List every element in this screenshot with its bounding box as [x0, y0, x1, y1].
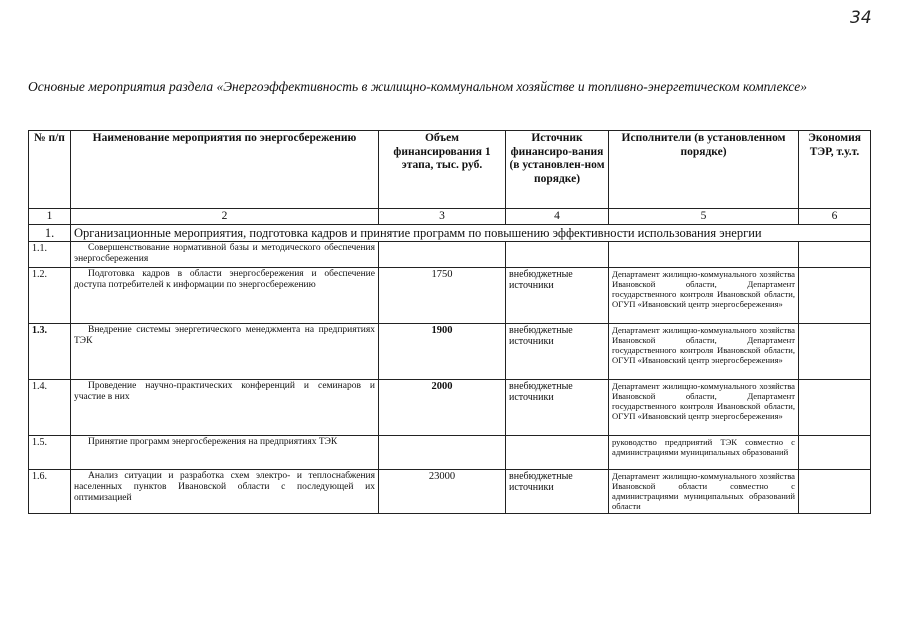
header-num: № п/п	[29, 131, 71, 209]
row-num: 1.6.	[29, 470, 71, 514]
table-row	[29, 324, 871, 380]
row-source: внебюджетные источники	[506, 380, 609, 436]
measures-table	[28, 130, 871, 514]
row-num: 1.1.	[29, 242, 71, 268]
section-num: 1.	[29, 225, 71, 242]
column-number-row	[29, 209, 871, 225]
row-volume	[379, 436, 506, 470]
row-executors: Департамент жилищно-коммунального хозяйства Ивановской области, Департамент государственного контроля Ивановской области, ОГУП «Ивановский центр энергосбережения»	[609, 380, 799, 436]
column-number: 1	[29, 209, 71, 225]
header-name: Наименование мероприятия по энергосбережению	[71, 131, 379, 209]
section-title: Организационные мероприятия, подготовка кадров и принятие программ по повышению эффективности использования энергии	[71, 225, 871, 242]
row-volume	[379, 242, 506, 268]
row-savings	[799, 380, 871, 436]
header-executors: Исполнители (в установленном порядке)	[609, 131, 799, 209]
table-row	[29, 242, 871, 268]
row-num: 1.4.	[29, 380, 71, 436]
page-number: 34	[850, 8, 872, 28]
header-row	[29, 131, 871, 209]
row-volume: 23000	[379, 470, 506, 514]
row-source: внебюджетные источники	[506, 470, 609, 514]
row-source: внебюджетные источники	[506, 268, 609, 324]
row-num: 1.3.	[29, 324, 71, 380]
section-row	[29, 225, 871, 242]
row-executors	[609, 242, 799, 268]
row-volume: 1750	[379, 268, 506, 324]
column-number: 6	[799, 209, 871, 225]
column-number: 5	[609, 209, 799, 225]
row-source	[506, 436, 609, 470]
row-source	[506, 242, 609, 268]
row-savings	[799, 436, 871, 470]
row-name: Внедрение системы энергетического менеджмента на предприятиях ТЭК	[71, 324, 379, 380]
row-name: Подготовка кадров в области энергосбережения и обеспечение доступа потребителей к информации по энергосбережению	[71, 268, 379, 324]
row-executors: Департамент жилищно-коммунального хозяйства Ивановской области, Департамент государственного контроля Ивановской области, ОГУП «Ивановский центр энергосбережения»	[609, 324, 799, 380]
header-volume: Объем финансирования 1 этапа, тыс. руб.	[379, 131, 506, 209]
row-name: Совершенствование нормативной базы и методического обеспечения энергосбережения	[71, 242, 379, 268]
header-source: Источник финансиро-вания (в установлен-ном порядке)	[506, 131, 609, 209]
row-volume: 1900	[379, 324, 506, 380]
row-savings	[799, 268, 871, 324]
row-executors: Департамент жилищно-коммунального хозяйства Ивановской области совместно с администрациями муниципальных образований области	[609, 470, 799, 514]
row-savings	[799, 242, 871, 268]
row-executors: руководство предприятий ТЭК совместно с администрациями муниципальных образований	[609, 436, 799, 470]
table-row	[29, 470, 871, 514]
row-num: 1.2.	[29, 268, 71, 324]
row-volume: 2000	[379, 380, 506, 436]
row-name: Принятие программ энергосбережения на предприятиях ТЭК	[71, 436, 379, 470]
column-number: 2	[71, 209, 379, 225]
column-number: 4	[506, 209, 609, 225]
row-source: внебюджетные источники	[506, 324, 609, 380]
table-row	[29, 268, 871, 324]
table-row	[29, 436, 871, 470]
row-name: Анализ ситуации и разработка схем электро- и теплоснабжения населенных пунктов Ивановской области с последующей их оптимизацией	[71, 470, 379, 514]
row-executors: Департамент жилищно-коммунального хозяйства Ивановской области, Департамент государственного контроля Ивановской области, ОГУП «Ивановский центр энергосбережения»	[609, 268, 799, 324]
row-name: Проведение научно-практических конференций и семинаров и участие в них	[71, 380, 379, 436]
header-savings: Экономия ТЭР, т.у.т.	[799, 131, 871, 209]
column-number: 3	[379, 209, 506, 225]
row-savings	[799, 324, 871, 380]
row-num: 1.5.	[29, 436, 71, 470]
table-row	[29, 380, 871, 436]
document-title: Основные мероприятия раздела «Энергоэффективность в жилищно-коммунальном хозяйстве и топливно-энергетическом комплексе»	[28, 79, 807, 94]
row-savings	[799, 470, 871, 514]
